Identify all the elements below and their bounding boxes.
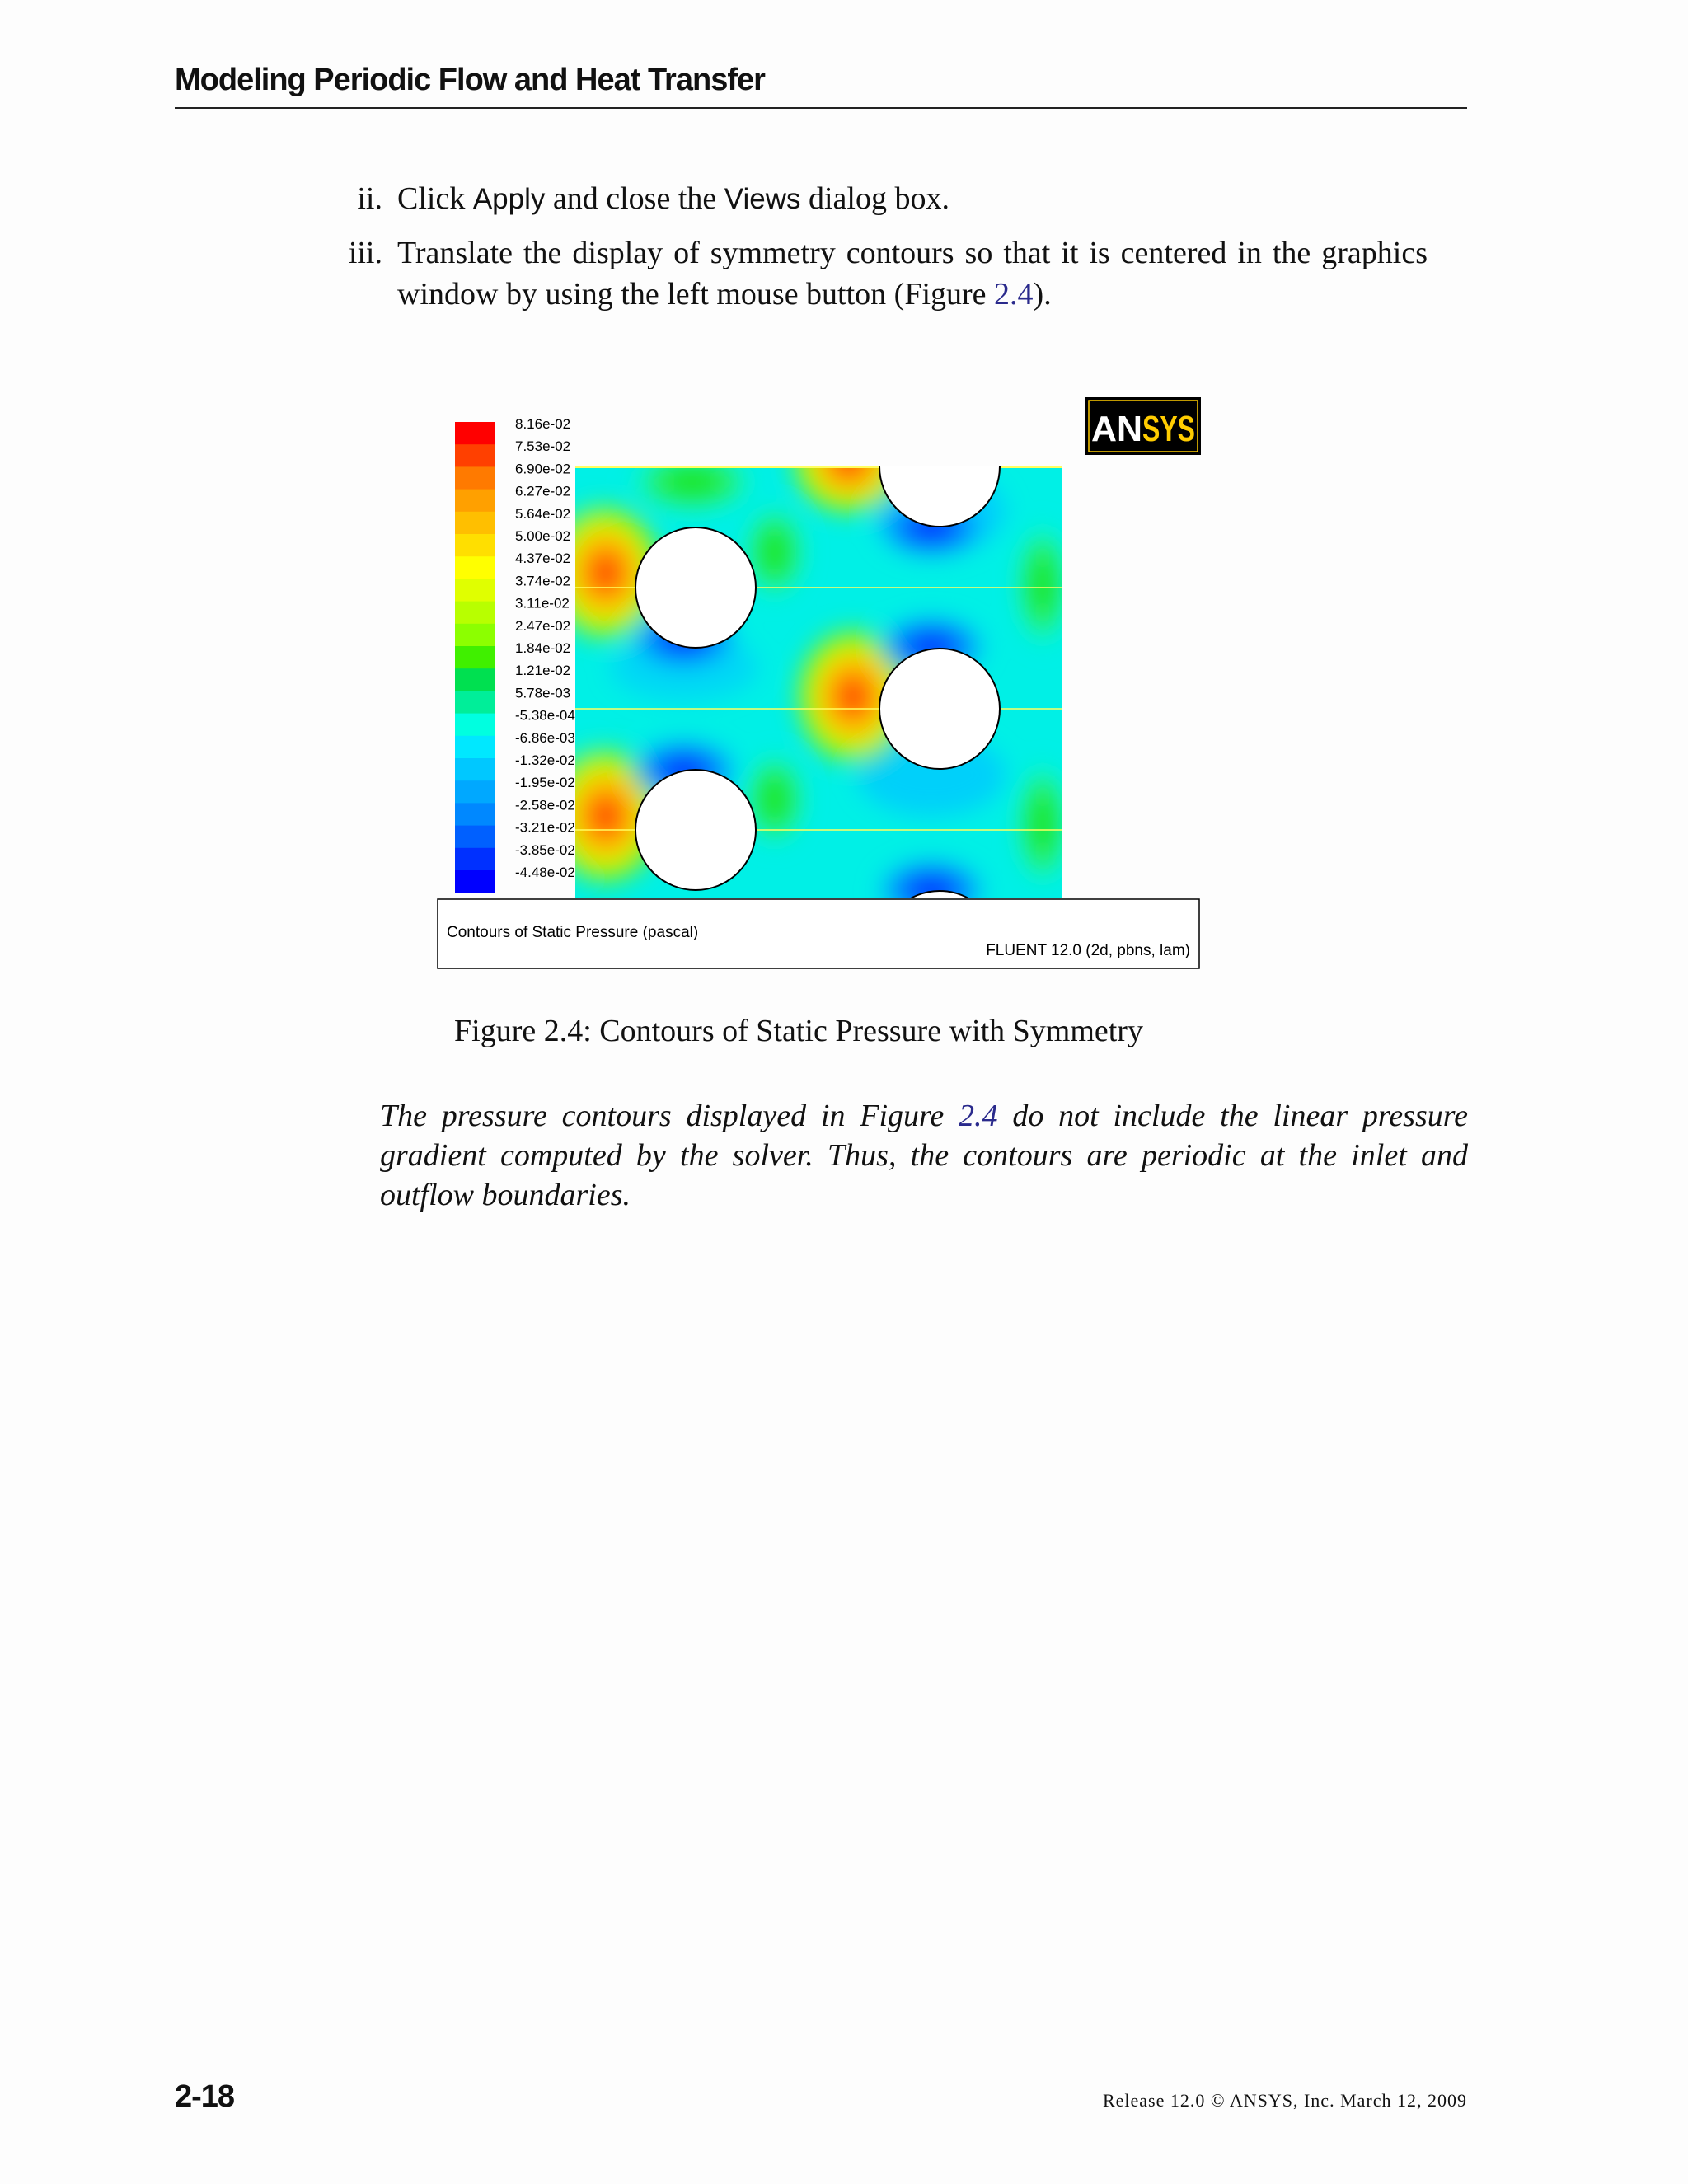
legend-label: -3.21e-02 <box>515 819 575 836</box>
legend-label: -4.48e-02 <box>515 865 575 880</box>
legend-swatch <box>455 422 495 445</box>
legend-label: -5.38e-04 <box>515 707 575 724</box>
header-rule <box>175 107 1467 109</box>
legend-label: -2.58e-02 <box>515 797 575 813</box>
legend-label: -3.85e-02 <box>515 841 575 858</box>
figure-caption <box>454 1013 1143 1049</box>
legend-swatch <box>455 714 495 737</box>
legend-swatch <box>455 512 495 535</box>
legend-label: -6.86e-03 <box>515 729 575 746</box>
svg-text:AN: AN <box>1091 409 1142 449</box>
pressure-contour-figure <box>437 396 1203 972</box>
legend-swatch <box>455 624 495 647</box>
ansys-logo <box>1085 397 1201 455</box>
step-iii <box>307 232 1469 315</box>
legend-swatch <box>455 736 495 759</box>
legend-swatch <box>455 534 495 557</box>
legend-label: 2.47e-02 <box>515 617 571 634</box>
views-ui-label: Views <box>724 183 801 215</box>
legend-label: 5.78e-03 <box>515 685 571 701</box>
step-number: ii. <box>357 181 382 216</box>
legend-swatch <box>455 579 495 602</box>
legend-swatch <box>455 691 495 714</box>
step-text: Click Apply and close the Views dialog box. <box>397 181 950 216</box>
legend-label: -1.95e-02 <box>515 775 575 791</box>
legend-label: 6.27e-02 <box>515 483 571 499</box>
legend-label: 1.84e-02 <box>515 640 571 656</box>
legend-label: -1.32e-02 <box>515 752 575 768</box>
page-number: 2-18 <box>175 2079 235 2114</box>
color-legend-labels <box>515 416 575 880</box>
step-ii <box>307 178 1469 219</box>
legend-swatch <box>455 490 495 513</box>
legend-swatch <box>455 848 495 871</box>
legend-swatch <box>455 780 495 804</box>
legend-swatch <box>455 668 495 691</box>
legend-label: 4.37e-02 <box>515 551 571 567</box>
legend-swatch <box>455 444 495 467</box>
legend-swatch <box>455 602 495 625</box>
svg-text:SYS: SYS <box>1142 409 1195 449</box>
legend-swatch <box>455 646 495 669</box>
legend-label: 5.00e-02 <box>515 528 571 544</box>
apply-ui-label: Apply <box>472 183 546 215</box>
legend-label: 3.74e-02 <box>515 573 571 589</box>
legend-swatch <box>455 826 495 849</box>
legend-label: 5.64e-02 <box>515 505 571 522</box>
color-legend-bar <box>455 422 495 893</box>
legend-swatch <box>455 466 495 490</box>
legend-label: 7.53e-02 <box>515 438 571 455</box>
caption-text: Contours of Static Pressure with Symmetry <box>599 1014 1143 1048</box>
release-info: Release 12.0 © ANSYS, Inc. March 12, 2009 <box>1102 2090 1467 2111</box>
caption-label: Figure 2.4: <box>454 1014 592 1048</box>
legend-swatch <box>455 758 495 781</box>
plot-title: Contours of Static Pressure (pascal) <box>447 924 699 941</box>
legend-swatch <box>455 556 495 579</box>
running-header: Modeling Periodic Flow and Heat Transfer <box>175 63 765 97</box>
legend-swatch <box>455 870 495 893</box>
legend-swatch <box>455 803 495 826</box>
legend-label: 8.16e-02 <box>515 416 571 432</box>
legend-label: 6.90e-02 <box>515 461 571 477</box>
plot-info-box <box>438 899 1199 968</box>
step-number: iii. <box>348 236 382 270</box>
note-paragraph: The pressure contours displayed in Figure 2.4 do not include the linear pressure gradient computed by the solver. Thus, the contours are periodic at the inlet and outflow boundaries. <box>380 1099 1468 1212</box>
legend-label: 1.21e-02 <box>515 663 571 679</box>
figure-reference-link[interactable]: 2.4 <box>959 1099 998 1133</box>
step-text: Translate the display of symmetry contours so that it is centered in the graphics window by using the left mouse button (Figure 2.4). <box>397 236 1428 312</box>
figure-reference-link[interactable]: 2.4 <box>994 277 1034 312</box>
solver-info: FLUENT 12.0 (2d, pbns, lam) <box>986 942 1190 959</box>
legend-label: 3.11e-02 <box>515 595 570 612</box>
